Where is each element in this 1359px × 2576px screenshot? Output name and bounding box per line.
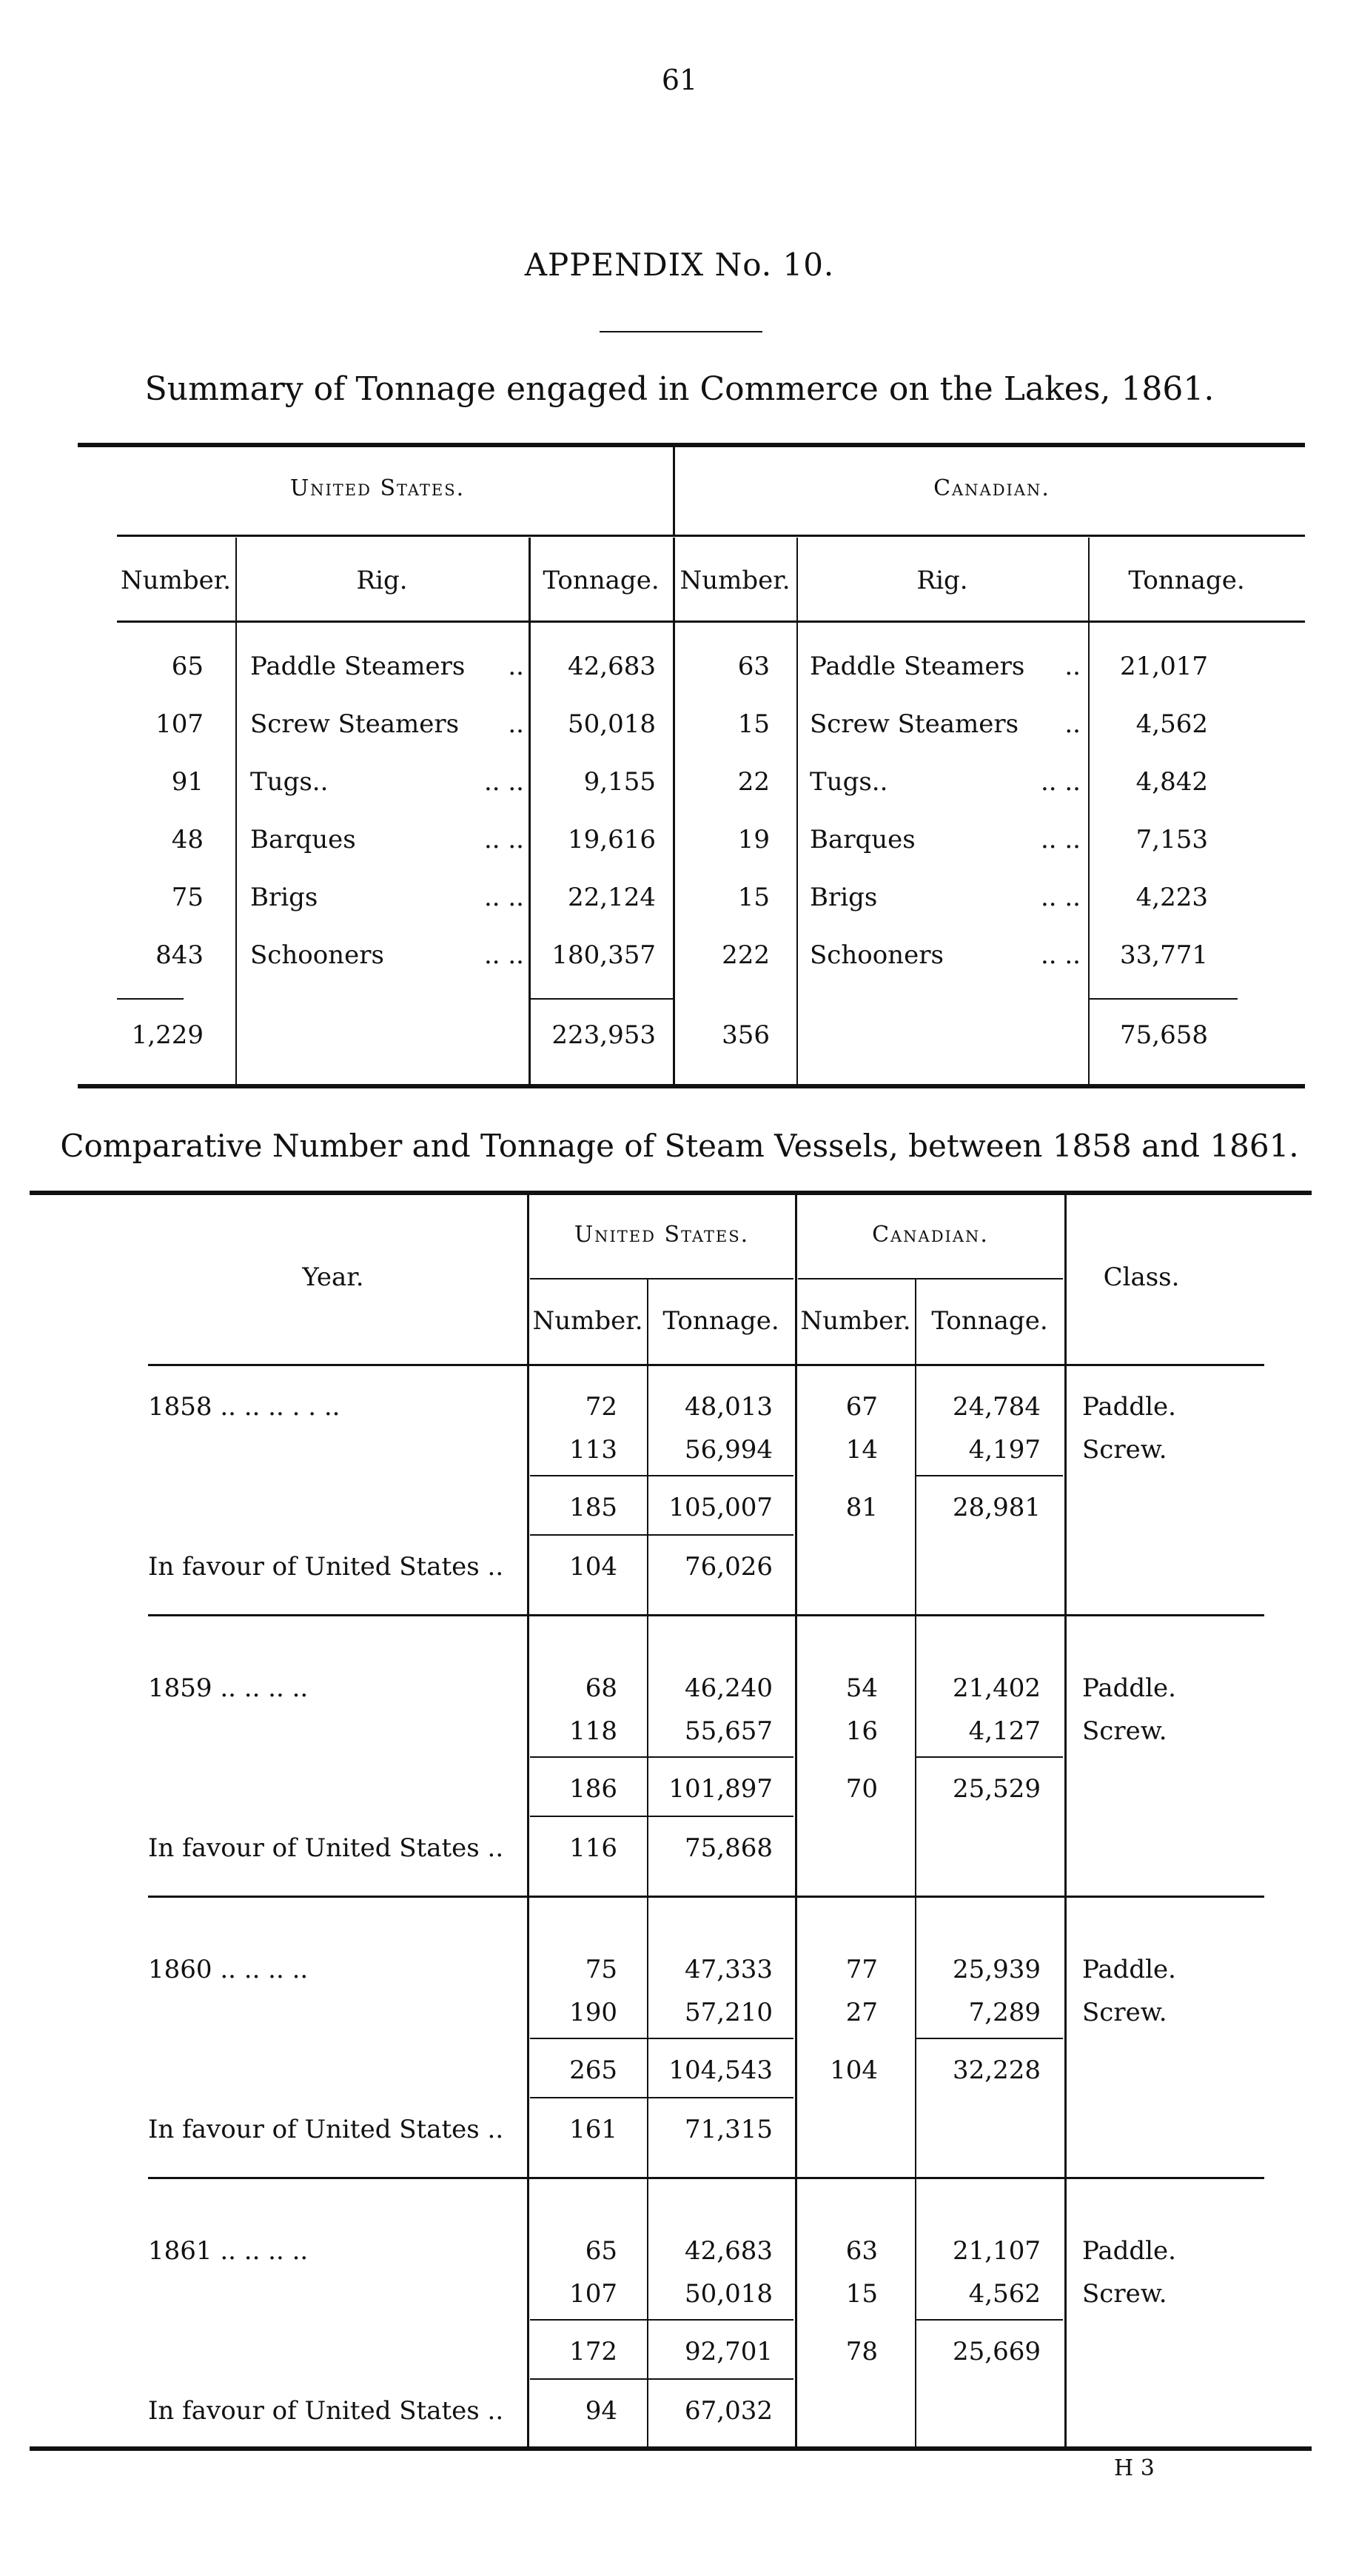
total-us-tonnage: 101,897 [668, 1774, 773, 1804]
title-rule [600, 331, 762, 332]
summary-us-number: 843 [155, 940, 204, 970]
screw-class: Screw. [1082, 1998, 1167, 2027]
summary-ca-rig: Paddle Steamers [810, 652, 1025, 681]
paddle-class: Paddle. [1082, 1955, 1176, 1984]
summary-us-tonnage: 9,155 [583, 767, 656, 797]
summary-title: Summary of Tonnage engaged in Commerce on the Lakes, 1861. [144, 370, 1215, 408]
screw-class: Screw. [1082, 2279, 1167, 2309]
comparative-col-ca-tonnage: Tonnage. [931, 1306, 1048, 1336]
year-label: 1858 .. .. .. . . .. [148, 1392, 340, 1422]
summary-ca-number: 22 [737, 767, 770, 797]
year-label: 1860 .. .. .. .. [148, 1955, 309, 1984]
summary-total-us-tonnage: 223,953 [551, 1020, 656, 1050]
screw-us-tonnage: 55,657 [685, 1716, 773, 1746]
rule [916, 2319, 1063, 2321]
summary-us-rig: Screw Steamers [250, 709, 460, 739]
total-ca-tonnage: 25,669 [953, 2337, 1041, 2366]
paddle-ca-number: 77 [845, 1955, 878, 1984]
paddle-ca-number: 63 [845, 2236, 878, 2266]
summary-us-dots: .. [508, 709, 524, 739]
summary-ca-tonnage: 4,562 [1135, 709, 1208, 739]
appendix-title: APPENDIX No. 10. [524, 247, 835, 283]
summary-col-ca-tonnage: Tonnage. [1128, 566, 1245, 595]
favour-label: In favour of United States .. [148, 2396, 504, 2426]
rule [916, 2038, 1063, 2039]
summary-col-us-number: Number. [120, 566, 232, 595]
summary-ca-tonnage: 4,842 [1135, 767, 1208, 797]
total-us-tonnage: 105,007 [668, 1493, 773, 1522]
summary-us-tonnage: 50,018 [568, 709, 656, 739]
summary-ca-rig: Tugs.. [810, 767, 888, 797]
paddle-us-tonnage: 42,683 [685, 2236, 773, 2266]
total-ca-tonnage: 32,228 [953, 2055, 1041, 2085]
favour-label: In favour of United States .. [148, 1833, 504, 1863]
summary-total-ca-number: 356 [722, 1020, 770, 1050]
total-ca-number: 70 [845, 1774, 878, 1804]
paddle-class: Paddle. [1082, 1673, 1176, 1703]
favour-us-number: 104 [569, 1552, 617, 1582]
page-number: 61 [661, 64, 698, 96]
summary-us-rig: Paddle Steamers [250, 652, 466, 681]
year-label: 1859 .. .. .. .. [148, 1673, 309, 1703]
summary-col-ca-number: Number. [680, 566, 791, 595]
screw-us-tonnage: 57,210 [685, 1998, 773, 2027]
paddle-ca-number: 54 [845, 1673, 878, 1703]
summary-us-number: 48 [171, 825, 204, 854]
screw-ca-tonnage: 4,197 [968, 1435, 1041, 1465]
summary-col-us-tonnage: Tonnage. [543, 566, 660, 595]
comparative-col-us-tonnage: Tonnage. [662, 1306, 779, 1336]
summary-col-us-rig: Rig. [356, 566, 408, 595]
rule [530, 2097, 793, 2098]
block-separator [148, 1614, 1264, 1616]
summary-ca-number: 19 [737, 825, 770, 854]
summary-ca-number: 222 [722, 940, 770, 970]
paddle-us-tonnage: 46,240 [685, 1673, 773, 1703]
paddle-us-number: 68 [585, 1673, 617, 1703]
total-us-tonnage: 104,543 [668, 2055, 773, 2085]
paddle-ca-tonnage: 21,402 [953, 1673, 1041, 1703]
paddle-us-number: 72 [585, 1392, 617, 1422]
summary-us-number: 107 [155, 709, 204, 739]
summary-us-header: United States. [289, 475, 466, 501]
rule [530, 1816, 793, 1817]
comparative-us-header: United States. [574, 1222, 750, 1248]
summary-ca-dots: .. [1064, 652, 1081, 681]
summary-us-rig: Schooners [250, 940, 384, 970]
summary-us-tonnage: 42,683 [568, 652, 656, 681]
comparative-class-header: Class. [1103, 1262, 1180, 1292]
favour-us-tonnage: 71,315 [685, 2115, 773, 2144]
screw-ca-tonnage: 4,127 [968, 1716, 1041, 1746]
total-ca-number: 104 [830, 2055, 878, 2085]
total-us-number: 185 [569, 1493, 617, 1522]
screw-us-tonnage: 50,018 [685, 2279, 773, 2309]
favour-us-number: 94 [585, 2396, 617, 2426]
summary-us-dots: .. .. [483, 883, 524, 912]
rule [530, 1475, 793, 1476]
summary-us-tonnage: 180,357 [551, 940, 656, 970]
summary-ca-rig: Barques [810, 825, 916, 854]
rule [916, 1475, 1063, 1476]
screw-us-number: 107 [569, 2279, 617, 2309]
summary-us-rig: Barques [250, 825, 356, 854]
summary-ca-number: 63 [737, 652, 770, 681]
summary-us-rig: Brigs [250, 883, 318, 912]
summary-ca-tonnage: 7,153 [1135, 825, 1208, 854]
summary-us-dots: .. [508, 652, 524, 681]
summary-us-tonnage: 19,616 [568, 825, 656, 854]
summary-ca-rig: Schooners [810, 940, 944, 970]
summary-us-number: 75 [171, 883, 204, 912]
rule [530, 1756, 793, 1758]
screw-ca-tonnage: 4,562 [968, 2279, 1041, 2309]
summary-us-number: 65 [171, 652, 204, 681]
summary-ca-dots: .. .. [1040, 883, 1081, 912]
comparative-year-header: Year. [302, 1262, 364, 1292]
favour-us-tonnage: 76,026 [685, 1552, 773, 1582]
summary-us-dots: .. .. [483, 767, 524, 797]
screw-us-number: 118 [569, 1716, 617, 1746]
summary-ca-dots: .. .. [1040, 940, 1081, 970]
comparative-col-ca-number: Number. [800, 1306, 911, 1336]
favour-us-tonnage: 67,032 [685, 2396, 773, 2426]
screw-ca-number: 16 [845, 1716, 878, 1746]
favour-us-number: 116 [569, 1833, 617, 1863]
summary-ca-number: 15 [737, 709, 770, 739]
total-ca-tonnage: 28,981 [953, 1493, 1041, 1522]
summary-ca-dots: .. [1064, 709, 1081, 739]
paddle-us-tonnage: 48,013 [685, 1392, 773, 1422]
total-us-number: 172 [569, 2337, 617, 2366]
paddle-us-number: 65 [585, 2236, 617, 2266]
favour-label: In favour of United States .. [148, 1552, 504, 1582]
screw-class: Screw. [1082, 1716, 1167, 1746]
summary-ca-tonnage: 21,017 [1120, 652, 1208, 681]
screw-ca-number: 14 [845, 1435, 878, 1465]
summary-total-ca-tonnage: 75,658 [1120, 1020, 1208, 1050]
favour-us-number: 161 [569, 2115, 617, 2144]
paddle-us-number: 75 [585, 1955, 617, 1984]
block-separator [148, 1896, 1264, 1898]
rule [916, 1756, 1063, 1758]
summary-ca-dots: .. .. [1040, 825, 1081, 854]
screw-us-number: 113 [569, 1435, 617, 1465]
rule [530, 2319, 793, 2321]
footer-signature: H 3 [1114, 2455, 1155, 2481]
total-ca-number: 78 [845, 2337, 878, 2366]
total-us-number: 186 [569, 1774, 617, 1804]
summary-us-tonnage: 22,124 [568, 883, 656, 912]
summary-ca-header: Canadian. [933, 475, 1050, 501]
summary-ca-rig: Brigs [810, 883, 878, 912]
paddle-ca-tonnage: 24,784 [953, 1392, 1041, 1422]
paddle-ca-tonnage: 25,939 [953, 1955, 1041, 1984]
screw-us-tonnage: 56,994 [685, 1435, 773, 1465]
screw-class: Screw. [1082, 1435, 1167, 1465]
comparative-title: Comparative Number and Tonnage of Steam Vessels, between 1858 and 1861. [60, 1128, 1299, 1164]
comparative-col-us-number: Number. [532, 1306, 643, 1336]
year-label: 1861 .. .. .. .. [148, 2236, 309, 2266]
total-ca-number: 81 [845, 1493, 878, 1522]
summary-col-ca-rig: Rig. [916, 566, 968, 595]
summary-us-rig: Tugs.. [250, 767, 329, 797]
block-separator [148, 2177, 1264, 2179]
paddle-ca-number: 67 [845, 1392, 878, 1422]
comparative-ca-header: Canadian. [872, 1222, 989, 1248]
summary-ca-tonnage: 4,223 [1135, 883, 1208, 912]
paddle-ca-tonnage: 21,107 [953, 2236, 1041, 2266]
total-ca-tonnage: 25,529 [953, 1774, 1041, 1804]
summary-ca-rig: Screw Steamers [810, 709, 1019, 739]
paddle-class: Paddle. [1082, 1392, 1176, 1422]
summary-us-dots: .. .. [483, 940, 524, 970]
total-us-tonnage: 92,701 [685, 2337, 773, 2366]
screw-ca-number: 15 [845, 2279, 878, 2309]
rule [530, 1534, 793, 1536]
favour-label: In favour of United States .. [148, 2115, 504, 2144]
total-us-number: 265 [569, 2055, 617, 2085]
summary-ca-dots: .. .. [1040, 767, 1081, 797]
summary-ca-tonnage: 33,771 [1120, 940, 1208, 970]
summary-ca-number: 15 [737, 883, 770, 912]
screw-ca-number: 27 [845, 1998, 878, 2027]
summary-total-us-number: 1,229 [131, 1020, 204, 1050]
rule [530, 2038, 793, 2039]
rule [530, 2378, 793, 2380]
paddle-us-tonnage: 47,333 [685, 1955, 773, 1984]
screw-ca-tonnage: 7,289 [968, 1998, 1041, 2027]
favour-us-tonnage: 75,868 [685, 1833, 773, 1863]
paddle-class: Paddle. [1082, 2236, 1176, 2266]
summary-us-number: 91 [171, 767, 204, 797]
summary-us-dots: .. .. [483, 825, 524, 854]
screw-us-number: 190 [569, 1998, 617, 2027]
